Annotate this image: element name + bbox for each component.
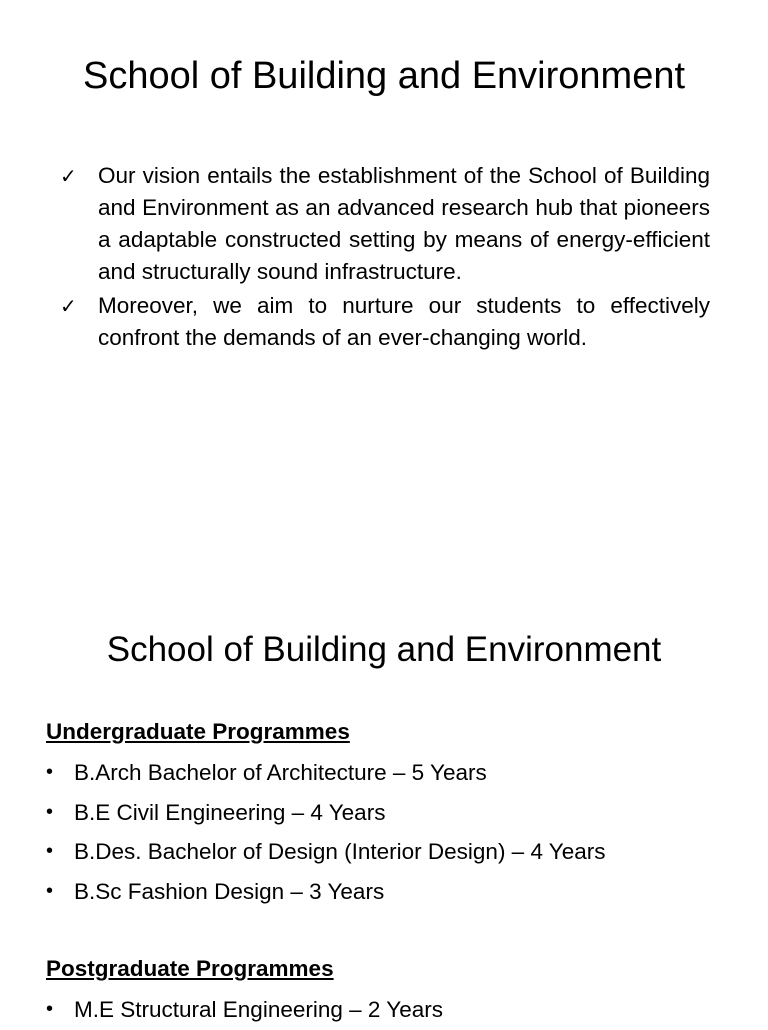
slide-programmes	[0, 512, 768, 1024]
bullet-icon: •	[46, 879, 54, 902]
checkmark-icon: ✓	[60, 164, 77, 188]
slide-title: School of Building and Environment	[82, 55, 686, 97]
bullet-icon: •	[46, 761, 54, 783]
checkmark-icon: ✓	[60, 294, 77, 318]
programme-text: M.E Structural Engineering – 2 Years	[74, 997, 443, 1022]
vision-list	[60, 160, 710, 356]
programme-text: B.Sc Fashion Design – 3 Years	[74, 878, 385, 904]
vision-point	[60, 160, 710, 288]
undergraduate-heading: Undergraduate Programmes	[46, 719, 350, 744]
vision-point	[60, 290, 710, 354]
postgraduate-heading: Postgraduate Programmes	[46, 956, 334, 981]
list-item	[46, 753, 736, 793]
list-item	[46, 793, 736, 833]
programme-text: B.Arch Bachelor of Architecture – 5 Years	[74, 760, 487, 785]
list-item	[46, 872, 736, 912]
bullet-icon: •	[46, 840, 54, 862]
bullet-icon: •	[46, 800, 54, 823]
slide-title: School of Building and Environment	[106, 630, 662, 669]
undergraduate-section	[46, 715, 736, 911]
programme-text: B.E Civil Engineering – 4 Years	[74, 799, 386, 825]
undergraduate-list	[46, 753, 736, 911]
vision-point-text: Our vision entails the establishment of the School of Building and Environment as an advanced research hub that pioneers a adaptable constructed setting by means of energy-efficient and structurally sound infrastructure.	[98, 163, 710, 284]
postgraduate-section	[46, 952, 736, 1030]
vision-point-text: Moreover, we aim to nurture our students to effectively confront the demands of an ever-changing world.	[98, 293, 710, 350]
list-item	[46, 832, 736, 872]
programme-text: B.Des. Bachelor of Design (Interior Design) – 4 Years	[74, 839, 606, 864]
slide-vision	[0, 0, 768, 512]
bullet-icon: •	[46, 998, 54, 1020]
